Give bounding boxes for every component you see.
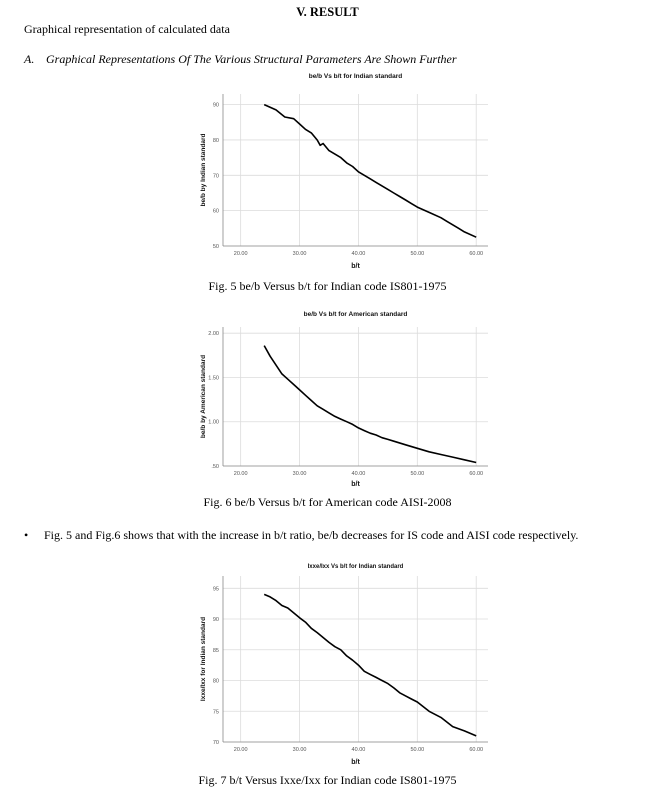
x-axis-label: b/t [351,759,360,766]
subsection-heading [24,52,457,67]
y-tick-label: 70 [212,173,219,180]
x-axis-label: b/t [351,481,360,488]
y-tick-label: 90 [212,102,219,109]
plot-area [223,576,488,742]
intro-text: Graphical representation of calculated data [24,22,230,36]
x-tick-label: 40.00 [351,471,366,477]
x-tick-label: 60.00 [469,471,484,477]
x-tick-label: 50.00 [410,251,425,257]
y-tick-label: 95 [212,586,219,593]
y-tick-label: .50 [211,464,219,470]
section-heading: V. RESULT [296,5,359,19]
x-tick-label: 30.00 [292,747,307,753]
y-axis-label: be/b by American standard [200,354,207,439]
x-tick-label: 20.00 [233,747,248,753]
subsection-text: Graphical Representations Of The Various Structural Parameters Are Shown Further [46,52,457,66]
bullet-paragraph [24,528,644,543]
chart-fig6 [195,310,495,490]
chart-fig7 [195,562,495,770]
figure-caption-7: Fig. 7 b/t Versus Ixxe/Ixx for Indian code IS801-1975 [198,773,457,787]
x-tick-label: 20.00 [233,471,248,477]
y-tick-label: 2.00 [208,331,219,338]
chart-fig5 [195,72,495,272]
x-tick-label: 50.00 [410,471,425,477]
x-tick-label: 60.00 [469,251,484,257]
y-tick-label: 1.00 [208,419,219,426]
y-tick-label: 80 [212,137,219,144]
y-tick-label: 50 [212,244,219,250]
x-tick-label: 30.00 [292,251,307,257]
y-tick-label: 75 [212,709,219,716]
bullet-text: Fig. 5 and Fig.6 shows that with the increase in b/t ratio, be/b decreases for IS code and AISI code respectively. [44,528,579,542]
y-axis-label: Ixxe/Ixx for Indian standard [200,616,207,702]
x-axis-label: b/t [351,263,360,270]
y-tick-label: 70 [212,740,219,746]
x-tick-label: 50.00 [410,747,425,753]
y-tick-label: 1.50 [208,375,219,382]
bullet-dot: • [24,528,29,542]
x-tick-label: 30.00 [292,471,307,477]
chart-title: be/b Vs b/t for American standard [303,311,408,318]
y-tick-label: 90 [212,617,219,624]
subsection-label: A. [24,52,35,66]
x-tick-label: 60.00 [469,747,484,753]
y-axis-label: be/b by Indian standard [200,133,207,207]
chart-title: be/b Vs b/t for Indian standard [308,73,403,80]
y-tick-label: 85 [212,647,219,654]
y-tick-label: 80 [212,678,219,685]
x-tick-label: 40.00 [351,747,366,753]
x-tick-label: 20.00 [233,251,248,257]
figure-caption-5: Fig. 5 be/b Versus b/t for Indian code IS801-1975 [208,279,447,293]
chart-title: Ixxe/Ixx Vs b/t for Indian standard [307,564,404,570]
x-tick-label: 40.00 [351,251,366,257]
plot-area [223,327,488,466]
y-tick-label: 60 [212,208,219,215]
figure-caption-6: Fig. 6 be/b Versus b/t for American code AISI-2008 [203,495,452,509]
